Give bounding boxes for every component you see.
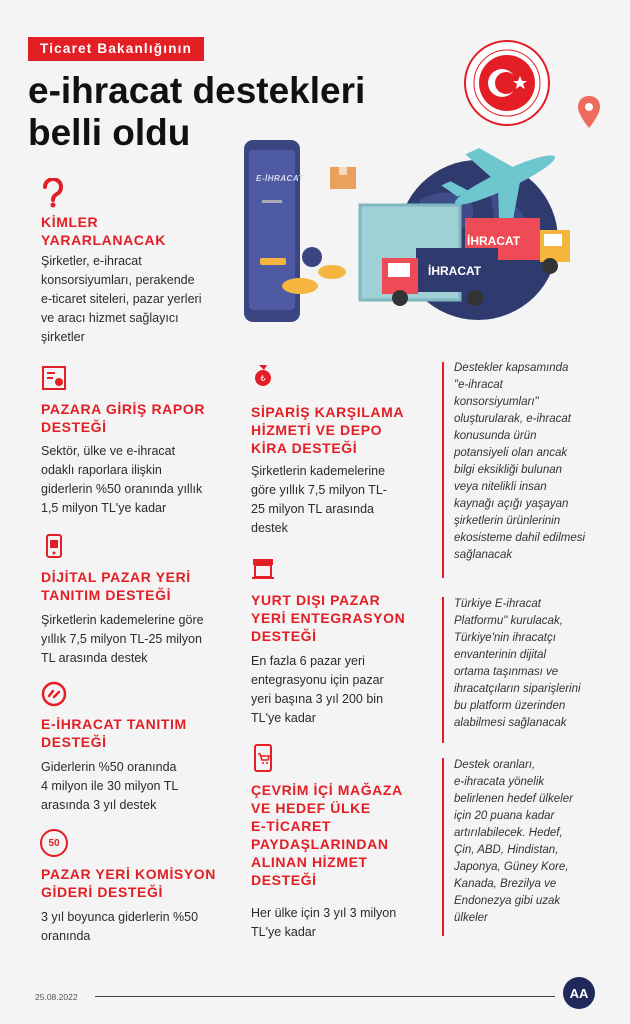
note-divider — [442, 597, 444, 743]
kimler-title: KİMLER YARARLANACAK — [41, 214, 166, 248]
phone-label: E-İHRACAT — [256, 174, 304, 183]
note-consortium: Destekler kapsamında "e-ihracat konsorsiyumları" oluşturularak, e-ihracat konusunda ürün potansiyeli olan ancak bilgi eksikliği bulunan veya nitelikli insan kaynağı açığı yaşayan şirketlerin ürünlerinin ekosisteme dahil edilmesi sağlanacak — [454, 362, 586, 561]
cevrim-ici-body: Her ülke için 3 yıl 3 milyon TL'ye kadar — [251, 906, 397, 939]
kimler-body: Şirketler, e-ihracat konsorsiyumları, perakende e-ticaret siteleri, pazar yerleri ve aracı hizmet sağlayıcı şirketler — [41, 254, 202, 344]
yurt-disi-body: En fazla 6 pazar yeri entegrasyonu için pazar yeri başına 3 yıl 200 bin TL'ye kadar — [251, 654, 384, 725]
siparis-title: SİPARİŞ KARŞILAMA HİZMETİ VE DEPO KİRA DESTEĞİ — [251, 404, 405, 456]
title-line: e-ihracat destekleri — [28, 70, 366, 111]
komisyon-title: PAZAR YERİ KOMİSYON GİDERİ DESTEĞİ — [41, 866, 217, 900]
percent-badge-icon: 50 — [40, 829, 68, 857]
pazara-giris-title: PAZARA GİRİŞ RAPOR DESTEĞİ — [41, 401, 206, 435]
mobile-shop-icon — [41, 533, 67, 559]
e-export-illustration — [240, 120, 620, 325]
note-platform: Türkiye E-ihracat Platformu" kurulacak, Türkiye'nin ihracatçı envanterinin dijital ortama taşınması ve ihracatçıların siparişlerini bu platform üzerinden alabilmesi sağlanacak — [454, 598, 581, 729]
e-ihracat-tanitim-title: E-İHRACAT TANITIM DESTEĞİ — [41, 716, 187, 750]
ministry-seal-icon — [462, 38, 552, 128]
note-rates: Destek oranları, e-ihracata yönelik belirlenen hedef ülkeler için 20 puana kadar artırılabilecek. Hedef, Çin, ABD, Hindistan, Japonya, Güney Kore, Kanada, Brezilya ve Endonezya gibi uzak ülkeler — [454, 759, 573, 924]
e-ihracat-tanitim-body: Giderlerin %50 oranında 4 milyon ile 30 milyon TL arasında 3 yıl destek — [41, 760, 179, 812]
header-banner: Ticaret Bakanlığının — [28, 37, 204, 61]
komisyon-body: 3 yıl boyunca giderlerin %50 oranında — [41, 910, 199, 943]
note-divider — [442, 362, 444, 578]
svg-text:AA: AA — [569, 986, 589, 1001]
cevrim-ici-title: ÇEVRİM İÇİ MAĞAZA VE HEDEF ÜLKE E-TİCARET PAYDAŞLARINDAN ALINAN HİZMET DESTEĞİ — [251, 782, 403, 888]
yurt-disi-title: YURT DIŞI PAZAR YERİ ENTEGRASYON DESTEĞİ — [251, 592, 406, 644]
money-bag-icon — [250, 362, 276, 388]
title-line: belli oldu — [28, 112, 191, 153]
report-icon — [41, 365, 67, 391]
note-divider — [442, 758, 444, 936]
exchange-icon — [41, 681, 67, 707]
publish-date: 25.08.2022 — [35, 992, 78, 1002]
siparis-body: Şirketlerin kademelerine göre yıllık 7,5 milyon TL- 25 milyon TL arasında destek — [251, 464, 387, 535]
mobile-cart-icon — [250, 743, 276, 773]
storefront-icon — [250, 555, 276, 581]
aa-logo-icon — [562, 976, 596, 1010]
svg-text:₺: ₺ — [260, 374, 266, 383]
footer-divider — [95, 996, 555, 997]
truck-label: İHRACAT — [428, 264, 482, 278]
pazara-giris-body: Sektör, ülke ve e-ihracat odaklı raporlara ilişkin giderlerin %50 oranında yıllık 1,5 milyon TL'ye kadar — [41, 444, 203, 515]
truck-label: İHRACAT — [467, 234, 521, 248]
dijital-pazar-body: Şirketlerin kademelerine göre yıllık 7,5 milyon TL-25 milyon TL arasında destek — [41, 613, 204, 665]
question-mark-icon — [40, 178, 66, 208]
dijital-pazar-title: DİJİTAL PAZAR YERİ TANITIM DESTEĞİ — [41, 569, 191, 603]
